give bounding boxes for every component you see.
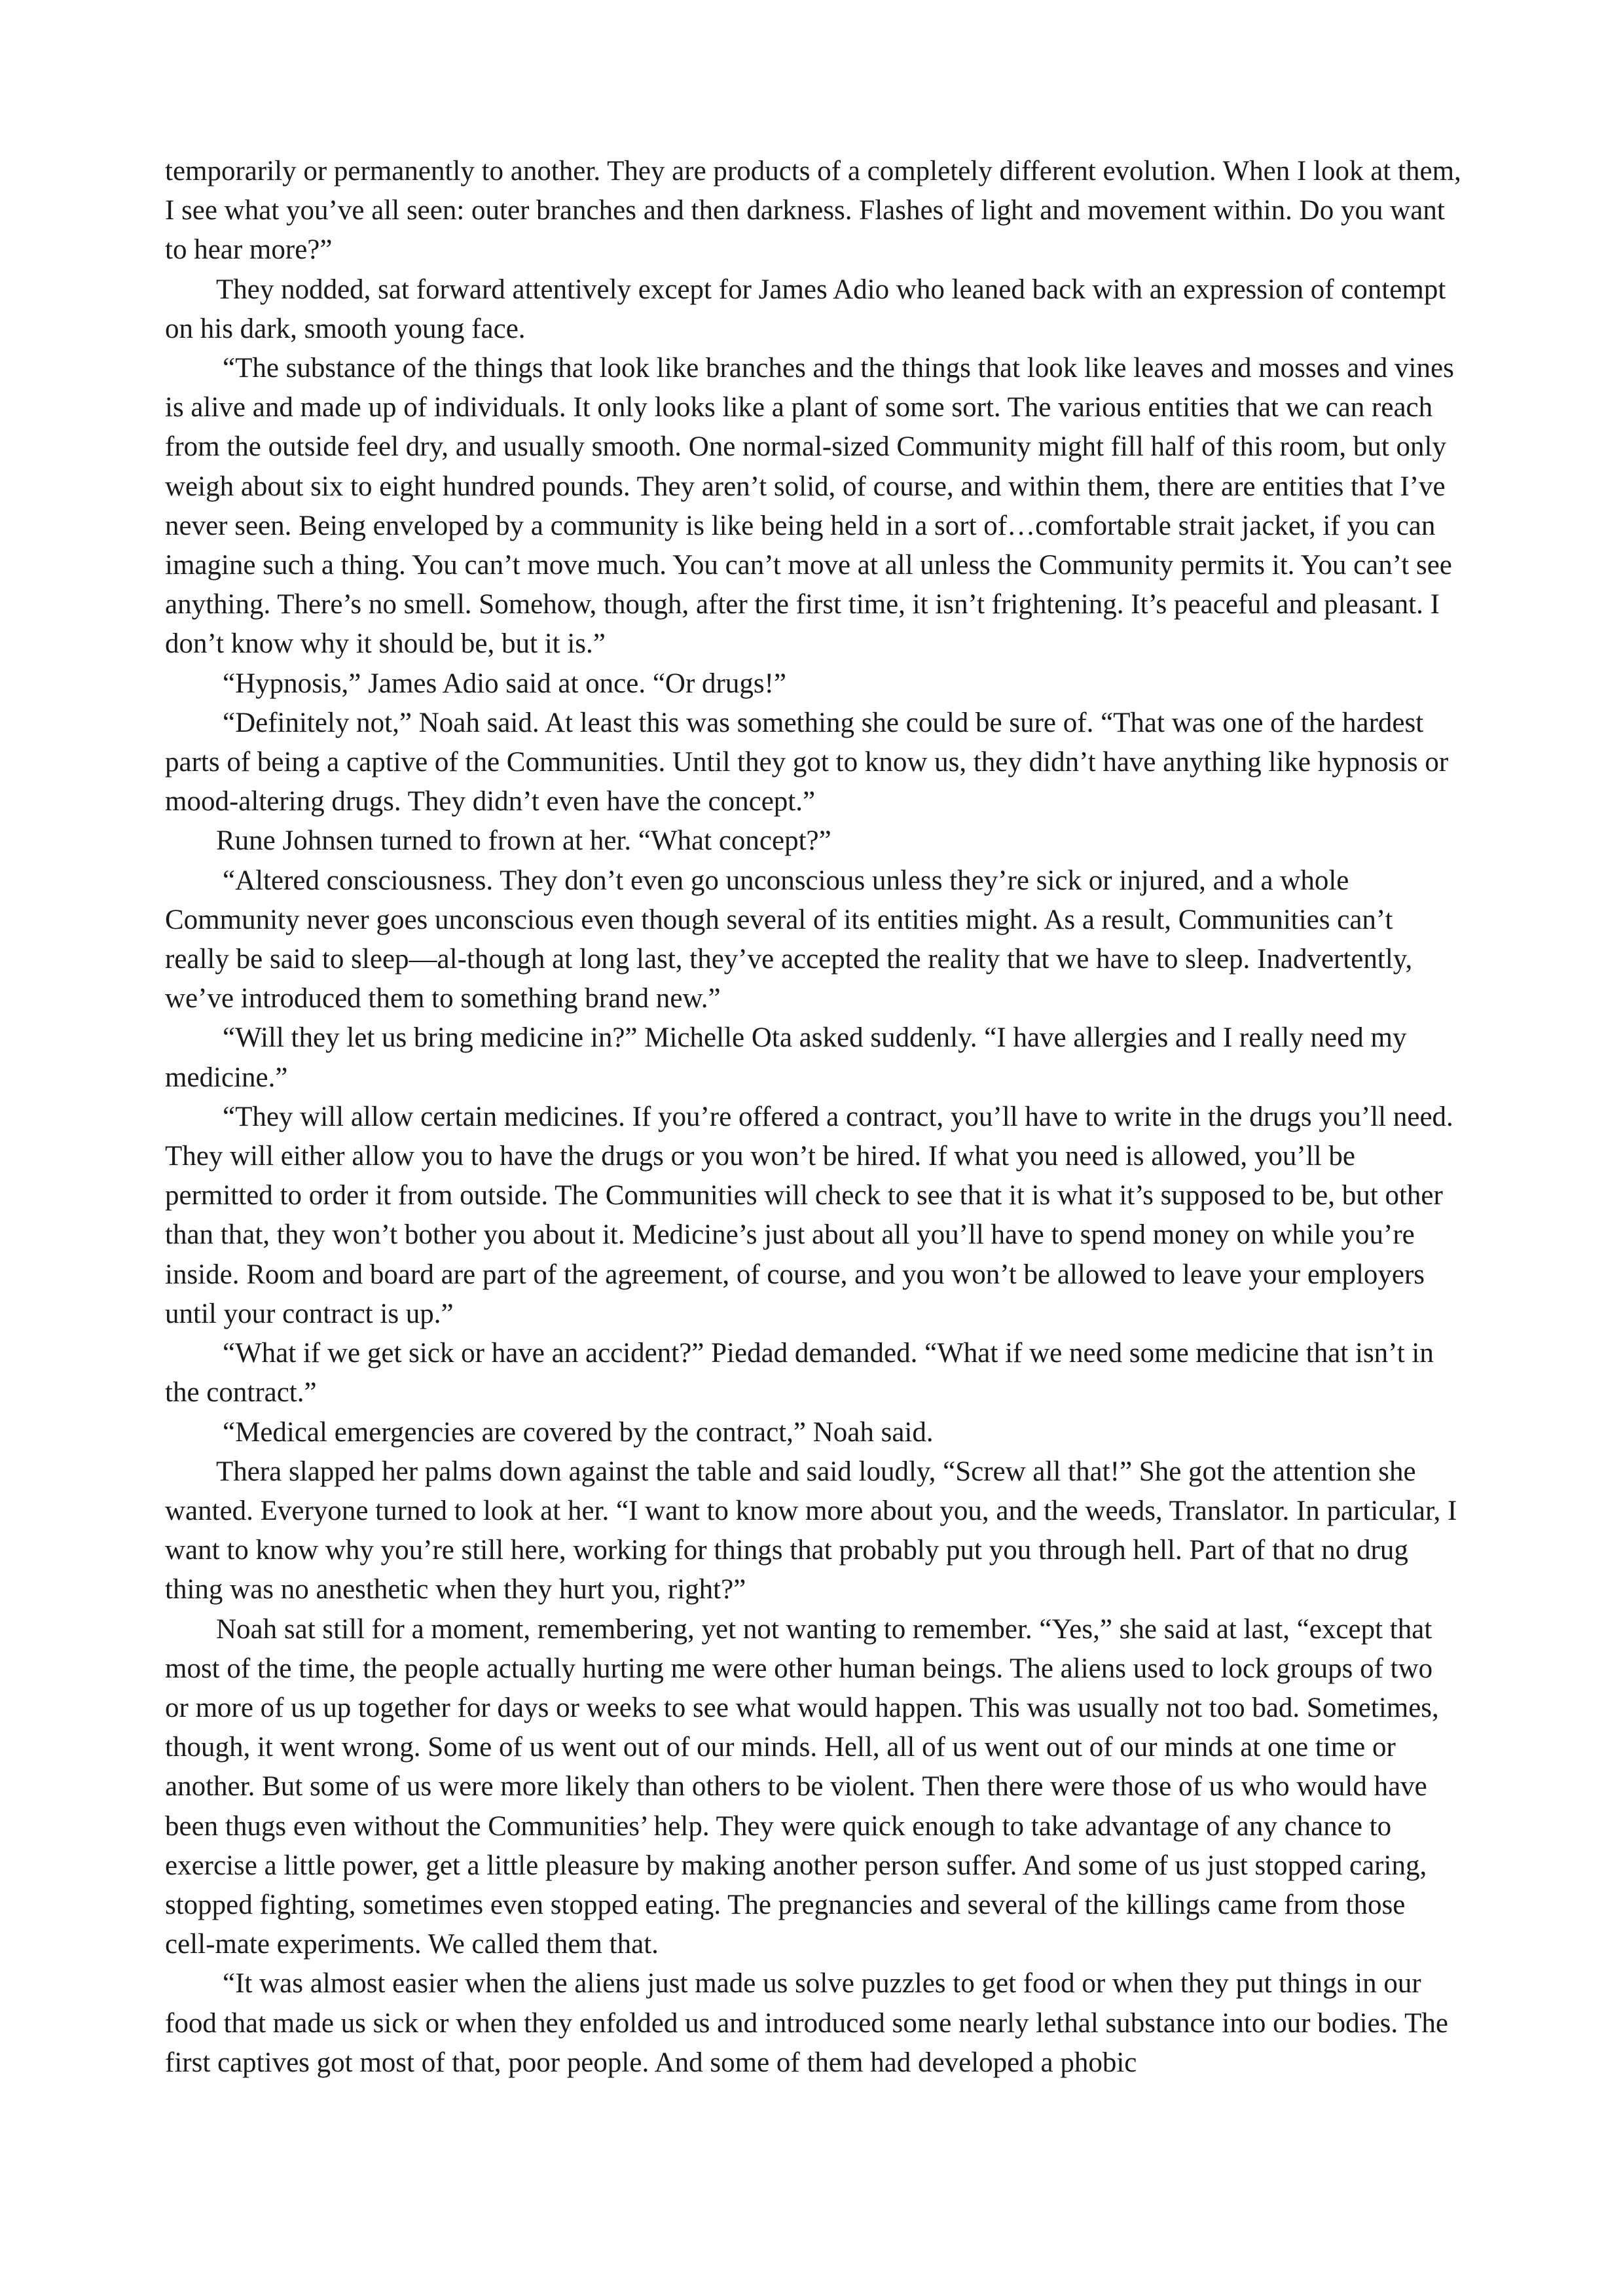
- paragraph: “Hypnosis,” James Adio said at once. “Or drugs!”: [223, 668, 786, 699]
- paragraph: “Altered consciousness. They don’t even go unconscious unless they’re sick or injured, and a whole Community never goes unconscious even though several of its entities might. As a result, Communities can’t really be said to sleep—al-though at long last, they’ve accepted the reality that we have to sleep. Inadvertently, we’ve introduced them to something brand new.”: [165, 865, 1413, 1014]
- paragraph: “Will they let us bring medicine in?” Michelle Ota asked suddenly. “I have allergies and I really need my medicine.”: [165, 1022, 1407, 1093]
- paragraph: “Definitely not,” Noah said. At least this was something she could be sure of. “That was one of the hardest parts of being a captive of the Communities. Until they got to know us, they didn’t have anything like hypnosis or mood-altering drugs. They didn’t even have the concept.”: [165, 707, 1449, 817]
- body-text: [165, 152, 1461, 2083]
- paragraph: “What if we get sick or have an accident?” Piedad demanded. “What if we need some medicine that isn’t in the contract.”: [165, 1338, 1434, 1408]
- paragraph: Noah sat still for a moment, remembering, yet not wanting to remember. “Yes,” she said at last, “except that most of the time, the people actually hurting me were other human beings. The aliens used to lock groups of two or more of us up together for days or weeks to see what would happen. This was usually not too bad. Sometimes, though, it went wrong. Some of us went out of our minds. Hell, all of us went out of our minds at one time or another. But some of us were more likely than others to be violent. Then there were those of us who would have been thugs even without the Communities’ help. They were quick enough to take advantage of any chance to exercise a little power, get a little pleasure by making another person suffer. And some of us just stopped caring, stopped fighting, sometimes even stopped eating. The pregnancies and several of the killings came from those cell-mate experiments. We called them that.: [165, 1613, 1439, 1960]
- paragraph: Rune Johnsen turned to frown at her. “What concept?”: [216, 825, 831, 857]
- paragraph: temporarily or permanently to another. They are products of a completely different evolution. When I look at them, I see what you’ve all seen: outer branches and then darkness. Flashes of light and movement within. Do you want to hear more?”: [165, 156, 1461, 266]
- paragraph: “It was almost easier when the aliens just made us solve puzzles to get food or when they put things in our food that made us sick or when they enfolded us and introduced some nearly lethal substance into our bodies. The first captives got most of that, poor people. And some of them had developed a phobic: [165, 1968, 1448, 2078]
- paragraph: “They will allow certain medicines. If you’re offered a contract, you’ll have to write in the drugs you’ll need. They will either allow you to have the drugs or you won’t be hired. If what you need is allowed, you’ll be permitted to order it from outside. The Communities will check to see that it is what it’s supposed to be, but other than that, they won’t bother you about it. Medicine’s just about all you’ll have to spend money on while you’re inside. Room and board are part of the agreement, of course, and you won’t be allowed to leave your employers until your contract is up.”: [165, 1101, 1453, 1329]
- paragraph: Thera slapped her palms down against the table and said loudly, “Screw all that!” She got the attention she wanted. Everyone turned to look at her. “I want to know more about you, and the weeds, Translator. In particular, I want to know why you’re still here, working for things that probably put you through hell. Part of that no drug thing was no anesthetic when they hurt you, right?”: [165, 1456, 1457, 1605]
- paragraph: “Medical emergencies are covered by the contract,” Noah said.: [223, 1416, 934, 1448]
- paragraph: “The substance of the things that look like branches and the things that look like leaves and mosses and vines is alive and made up of individuals. It only looks like a plant of some sort. The various entities that we can reach from the outside feel dry, and usually smooth. One normal-sized Community might fill half of this room, but only weigh about six to eight hundred pounds. They aren’t solid, of course, and within them, there are entities that I’ve never seen. Being enveloped by a community is like being held in a sort of…comfortable strait jacket, if you can imagine such a thing. You can’t move much. You can’t move at all unless the Community permits it. You can’t see anything. There’s no smell. Somehow, though, after the first time, it isn’t frightening. It’s peaceful and pleasant. I don’t know why it should be, but it is.”: [165, 353, 1454, 660]
- paragraph: They nodded, sat forward attentively except for James Adio who leaned back with an expression of contempt on his dark, smooth young face.: [165, 274, 1446, 344]
